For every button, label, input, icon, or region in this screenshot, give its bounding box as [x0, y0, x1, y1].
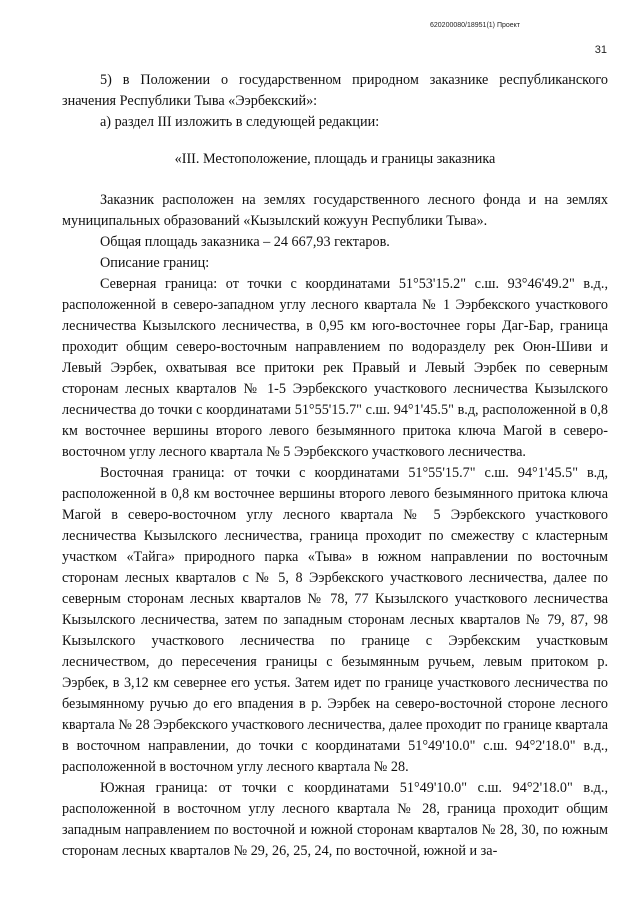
paragraph-item-a: а) раздел III изложить в следующей редакции:	[100, 114, 380, 130]
section-heading: «III. Местоположение, площадь и границы заказника	[174, 151, 496, 167]
paragraph-boundaries-title: Описание границ:	[100, 255, 210, 271]
page-number: 31	[594, 44, 607, 56]
document-body	[62, 70, 608, 862]
paragraph-location: Заказник расположен на землях государственного лесного фонда и на землях муниципальных образований «Кызылский кожуун Республики Тыва».	[62, 192, 608, 229]
document-id: 620200080/18951(1) Проект	[430, 22, 521, 29]
paragraph-area: Общая площадь заказника – 24 667,93 гектаров.	[100, 234, 390, 250]
paragraph-north-boundary: Северная граница: от точки с координатами 51°53'15.2" с.ш. 93°46'49.2" в.д., расположенной в северо-западном углу лесного квартала № 1 Ээрбекского участкового лесничества Кызылского лесничества, в 0,95 км юго-восточнее горы Даг-Бар, граница проходит общим северо-восточным направлением по водоразделу рек Оюн-Шиви и Левый Ээрбек, охватывая все притоки рек Правый и Левый Ээрбек по северным сторонам лесных кварталов № 1-5 Ээрбекского участкового лесничества Кызылского лесничества до точки с координатами 51°55'15.7" с.ш. 94°1'45.5" в.д, расположенной в 0,8 км восточнее вершины второго левого безымянного притока ключа Магой в северо-восточном углу лесного квартала № 5 Ээрбекского участкового лесничества.	[62, 276, 608, 460]
paragraph-item-5: 5) в Положении о государственном природном заказнике республиканского значения Республики Тыва «Ээрбекский»:	[62, 72, 608, 109]
paragraph-south-boundary: Южная граница: от точки с координатами 51°49'10.0" с.ш. 94°2'18.0" в.д., расположенной в восточном углу лесного квартала № 28, граница проходит общим западным направлением по восточной и южной сторонам кварталов № 28, 30, по южным сторонам лесных кварталов № 29, 26, 25, 24, по восточной, южной и за-	[62, 780, 608, 859]
paragraph-east-boundary: Восточная граница: от точки с координатами 51°55'15.7" с.ш. 94°1'45.5" в.д, расположенной в 0,8 км восточнее вершины второго левого безымянного притока ключа Магой в северо-восточном углу лесного квартала № 5 Ээрбекского участкового лесничества Кызылского лесничества, граница проходит по смежеству с кластерным участком «Тайга» природного парка «Тыва» в южном направлении по восточным сторонам лесных кварталов с № 5, 8 Ээрбекского участкового лесничества, далее по северным сторонам лесных кварталов № 78, 77 Кызылского участкового лесничества Кызылского лесничества, затем по западным сторонам лесных кварталов № 79, 87, 98 Кызылского участкового лесничества по границе с Ээрбекским участковым лесничеством, до пересечения границы с безымянным ручьем, левым притоком р. Ээрбек, в 3,12 км севернее его устья. Затем идет по границе участкового лесничества по безымянному ручью до его впадения в р. Ээрбек на северо-восточной стороне лесного квартала № 28 Ээрбекского участкового лесничества, далее проходит по границе квартала в восточном направлении, до точки с координатами 51°49'10.0" с.ш. 94°2'18.0" в.д., расположенной в восточном углу лесного квартала № 28.	[62, 465, 608, 775]
